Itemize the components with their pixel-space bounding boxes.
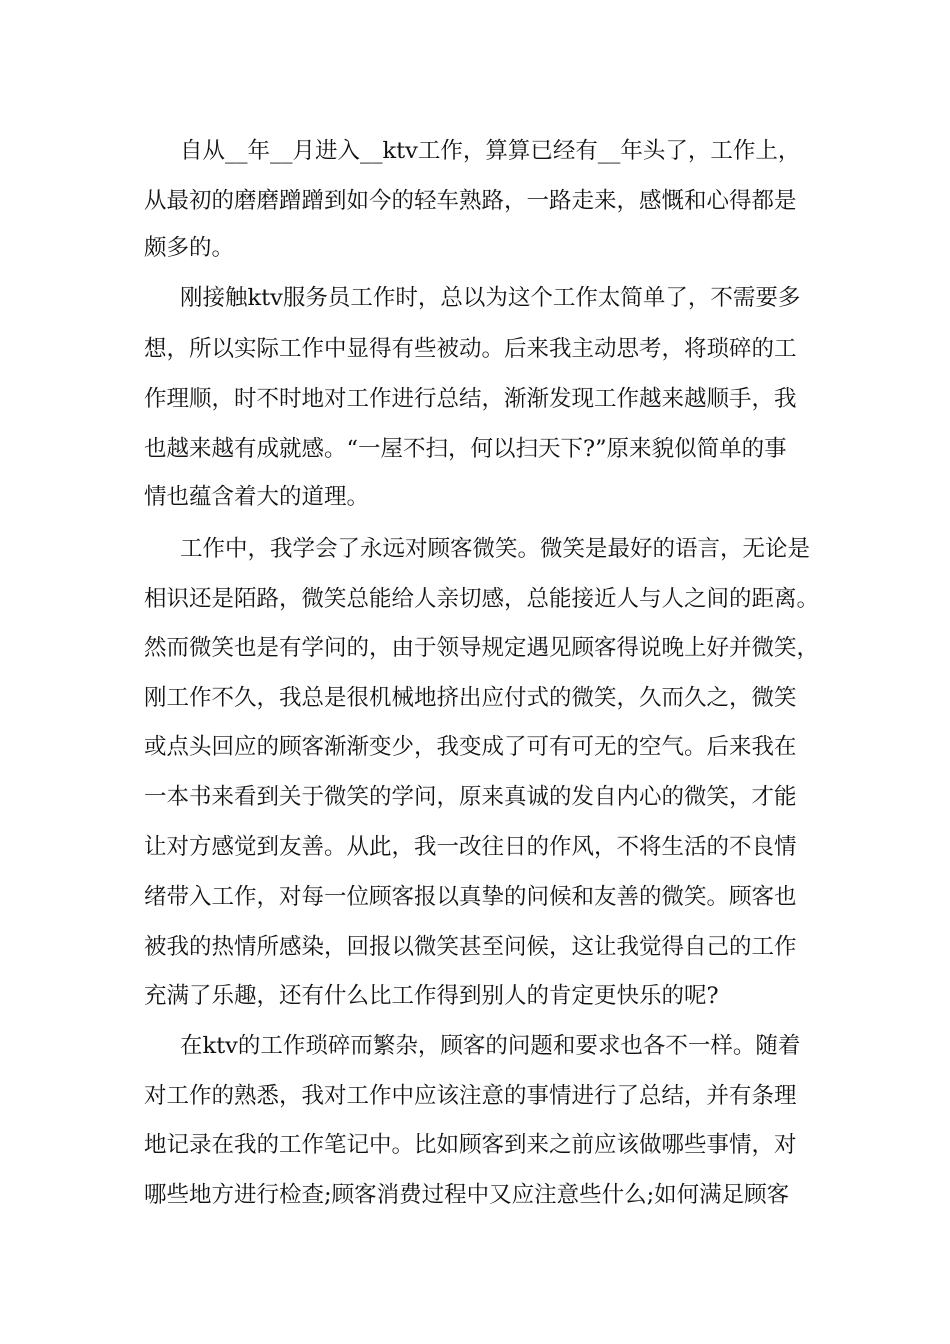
paragraph-3-line-2: 相识还是陌路，微笑总能给人亲切感，总能接近人与人之间的距离。 bbox=[144, 586, 820, 612]
paragraph-1-line-2: 从最初的磨磨蹭蹭到如今的轻车熟路，一路走来，感慨和心得都是 bbox=[144, 188, 797, 214]
paragraph-2-line-3: 作理顺，时不时地对工作进行总结，渐渐发现工作越来越顺手，我 bbox=[144, 386, 797, 412]
paragraph-3-line-6: 一本书来看到关于微笑的学问，原来真诚的发自内心的微笑，才能 bbox=[144, 784, 797, 810]
paragraph-3-line-10: 充满了乐趣，还有什么比工作得到别人的肯定更快乐的呢? bbox=[144, 983, 719, 1009]
paragraph-2-line-5: 情也蕴含着大的道理。 bbox=[144, 484, 370, 510]
paragraph-3-line-1: 工作中，我学会了永远对顾客微笑。微笑是最好的语言，无论是 bbox=[180, 536, 811, 562]
paragraph-2-line-1: 刚接触ktv服务员工作时，总以为这个工作太简单了，不需要多 bbox=[180, 285, 801, 311]
paragraph-4-line-4: 哪些地方进行检查;顾客消费过程中又应注意些什么;如何满足顾客 bbox=[144, 1182, 790, 1208]
paragraph-3-line-5: 或点头回应的顾客渐渐变少，我变成了可有可无的空气。后来我在 bbox=[144, 734, 797, 760]
paragraph-2-line-2: 想，所以实际工作中显得有些被动。后来我主动思考，将琐碎的工 bbox=[144, 336, 797, 362]
paragraph-1-line-1: 自从__年__月进入__ktv工作，算算已经有__年头了，工作上， bbox=[180, 138, 801, 164]
paragraph-1-line-3: 颇多的。 bbox=[144, 235, 235, 261]
paragraph-2-line-4: 也越来越有成就感。“一屋不扫，何以扫天下?”原来貌似简单的事 bbox=[144, 436, 787, 462]
paragraph-3-line-7: 让对方感觉到友善。从此，我一改往日的作风，不将生活的不良情 bbox=[144, 834, 797, 860]
paragraph-4-line-1: 在ktv的工作琐碎而繁杂，顾客的问题和要求也各不一样。随着 bbox=[180, 1033, 801, 1059]
paragraph-4-line-3: 地记录在我的工作笔记中。比如顾客到来之前应该做哪些事情，对 bbox=[144, 1132, 797, 1158]
paragraph-4-line-2: 对工作的熟悉，我对工作中应该注意的事情进行了总结，并有条理 bbox=[144, 1083, 797, 1109]
paragraph-3-line-3: 然而微笑也是有学问的，由于领导规定遇见顾客得说晚上好并微笑， bbox=[144, 635, 820, 661]
paragraph-3-line-8: 绪带入工作，对每一位顾客报以真挚的问候和友善的微笑。顾客也 bbox=[144, 884, 797, 910]
paragraph-3-line-4: 刚工作不久，我总是很机械地挤出应付式的微笑，久而久之，微笑 bbox=[144, 685, 797, 711]
paragraph-3-line-9: 被我的热情所感染，回报以微笑甚至问候，这让我觉得自己的工作 bbox=[144, 934, 797, 960]
